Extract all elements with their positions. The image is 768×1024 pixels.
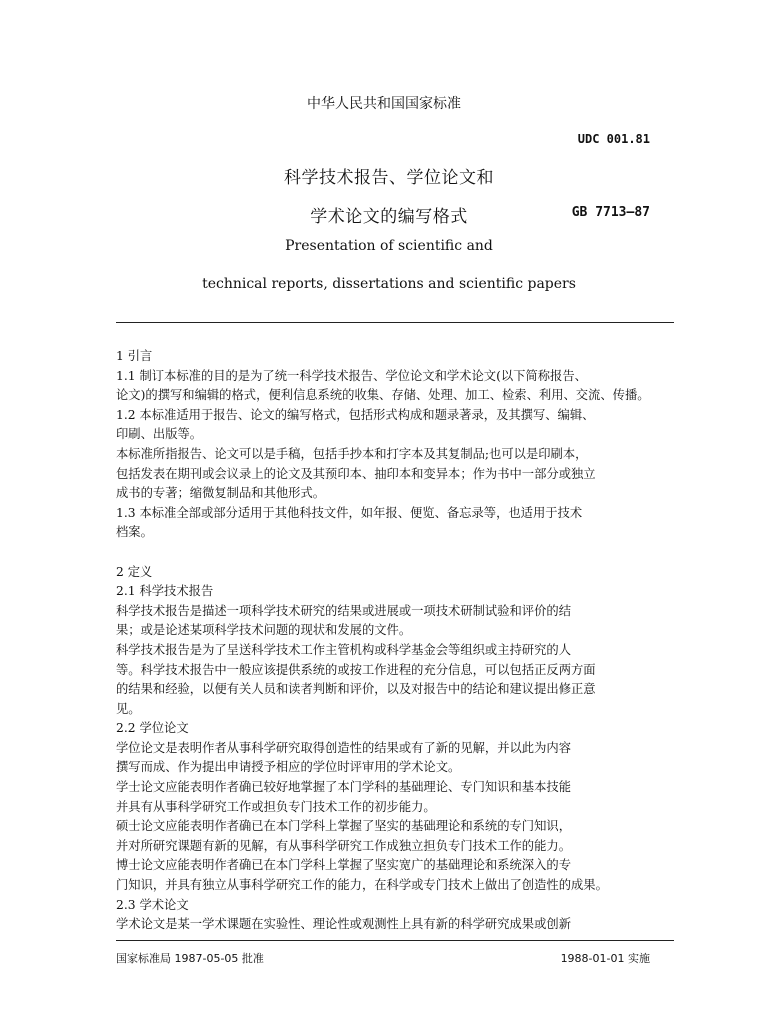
gb-standard-number: GB 7713—87 bbox=[571, 205, 650, 220]
body-line: 包括发表在期刊或会议录上的论文及其预印本、抽印本和变异本；作为书中一部分或独立 bbox=[116, 466, 596, 481]
body-line: 果；或是论述某项科学技术问题的现状和发展的文件。 bbox=[116, 623, 412, 638]
english-title-line-1: Presentation of scientific and bbox=[285, 238, 493, 254]
body-line: 1.1 制订本标准的目的是为了统一科学技术报告、学位论文和学术论文(以下简称报告、 bbox=[116, 368, 587, 383]
body-line: 学位论文是表明作者从事科学研究取得创造性的结果或有了新的见解，并以此为内容 bbox=[116, 740, 571, 755]
section-heading: 2 定义 bbox=[116, 564, 153, 579]
section-heading: 1 引言 bbox=[116, 349, 153, 363]
paragraph-gap bbox=[116, 543, 656, 563]
body-line: 并对所研究课题有新的见解，有从事科学研究工作成独立担负专门技术工作的能力。 bbox=[116, 838, 571, 853]
english-title-line-2: technical reports, dissertations and scientific papers bbox=[202, 276, 576, 292]
header-divider bbox=[116, 322, 674, 323]
body-line: 论文)的撰写和编辑的格式，便利信息系统的收集、存储、处理、加工、检索、利用、交流、传播。 bbox=[116, 388, 650, 403]
body-line: 见。 bbox=[116, 701, 141, 716]
body-line: 科学技术报告是为了呈送科学技术工作主管机构或科学基金会等组织或主持研究的人 bbox=[116, 642, 571, 657]
body-line: 1.2 本标准适用于报告、论文的编写格式，包括形式构成和题录著录，及其撰写、编辑、 bbox=[116, 407, 595, 422]
body-line: 档案。 bbox=[116, 525, 153, 540]
body-line: 博士论文应能表明作者确已在本门学科上掌握了坚实宽广的基础理论和系统深入的专 bbox=[116, 858, 571, 873]
body-line: 学士论文应能表明作者确已较好地掌握了本门学科的基础理论、专门知识和基本技能 bbox=[116, 780, 571, 795]
subsection-heading: 2.1 科学技术报告 bbox=[116, 584, 214, 599]
body-line: 印刷、出版等。 bbox=[116, 427, 203, 442]
effective-date: 1988-01-01 实施 bbox=[560, 952, 650, 965]
body-line: 硕士论文应能表明作者确已在本门学科上掌握了坚实的基础理论和系统的专门知识， bbox=[116, 819, 571, 834]
document-title-line-2: 学术论文的编写格式 bbox=[310, 207, 468, 227]
document-title-line-1: 科学技术报告、学位论文和 bbox=[284, 168, 494, 188]
body-line: 撰写而成、作为提出申请授予相应的学位时评审用的学术论文。 bbox=[116, 760, 461, 775]
body-line: 并具有从事科学研究工作或担负专门技术工作的初步能力。 bbox=[116, 799, 436, 814]
body-line: 本标准所指报告、论文可以是手稿，包括手抄本和打字本及其复制品;也可以是印刷本， bbox=[116, 446, 588, 461]
approval-date: 国家标准局 1987-05-05 批准 bbox=[116, 952, 264, 965]
body-line: 1.3 本标准全部或部分适用于其他科技文件，如年报、便览、备忘录等，也适用于技术 bbox=[116, 505, 583, 520]
footer-divider bbox=[116, 940, 674, 941]
body-line: 科学技术报告是描述一项科学技术研究的结果或进展或一项技术研制试验和评价的结 bbox=[116, 603, 571, 618]
body-line: 门知识，并具有独立从事科学研究工作的能力，在科学或专门技术上做出了创造性的成果。 bbox=[116, 878, 608, 893]
body-line: 学术论文是某一学术课题在实验性、理论性或观测性上具有新的科学研究成果或创新 bbox=[116, 917, 571, 932]
body-line: 的结果和经验，以便有关人员和读者判断和评价，以及对报告中的结论和建议提出修正意 bbox=[116, 682, 596, 697]
body-line: 成书的专著；缩微复制品和其他形式。 bbox=[116, 486, 326, 501]
document-body bbox=[116, 347, 656, 935]
body-line: 等。科学技术报告中一般应该提供系统的或按工作进程的充分信息，可以包括正反两方面 bbox=[116, 662, 596, 677]
subsection-heading: 2.3 学术论文 bbox=[116, 897, 189, 912]
subsection-heading: 2.2 学位论文 bbox=[116, 721, 189, 736]
standard-org-heading: 中华人民共和国国家标准 bbox=[307, 96, 461, 112]
udc-code: UDC 001.81 bbox=[577, 132, 650, 146]
